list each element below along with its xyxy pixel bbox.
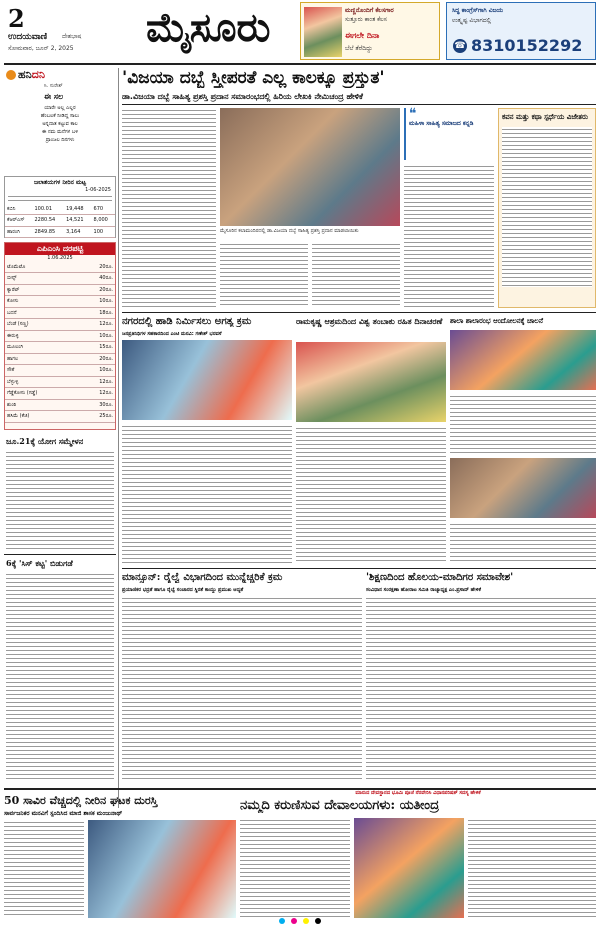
reservoir-box [4, 176, 116, 238]
story6-subhead: ಸಂವಿಧಾನ ಸಂರಕ್ಷಣಾ ಹೋರಾಟ ಸಮಿತಿ ರಾಜ್ಯಾಧ್ಯಕ್ಷ ಎಂ.ಪ್ರಸಾದ್ ಹೇಳಿಕೆ [366, 587, 481, 593]
market-row [5, 342, 115, 354]
story2-headline: ನಗರದಲ್ಲಿ ಹಾಡಿ ನಿರ್ಮಿಸಲು ಅಗತ್ಯ ಕ್ರಮ [122, 316, 252, 327]
table-row: ಕಬಿನಿ 100.01 19,448 670 [5, 203, 115, 215]
story4-body [450, 394, 596, 454]
market-price: 10ರೂ. [77, 365, 115, 377]
market-box [4, 242, 116, 430]
market-item: ಕ್ಯಾರೆಟ್ [5, 284, 77, 296]
market-price: 12ರೂ. [77, 319, 115, 331]
story3-body [296, 426, 446, 564]
market-item: ಬೆಂಡೆ (ಸಣ್ಣ) [5, 319, 77, 331]
market-item: ಹಾಗಲ [5, 353, 77, 365]
table-row: ಹಾರಂಗಿ 2849.85 3,164 100 [5, 226, 115, 238]
lead-body-col2 [220, 242, 308, 308]
ad-box-2 [446, 2, 596, 60]
market-row [5, 307, 115, 319]
lead-body-col1 [122, 108, 216, 308]
story4-photo1 [450, 330, 596, 390]
story3-photo [296, 342, 446, 422]
market-item: ಬೆಳ್ಳುಳ್ಳಿ [5, 376, 77, 388]
lead-body-col4 [404, 164, 494, 308]
market-item: ಕೋಸು [5, 296, 77, 308]
table-row: ಕೆಆರ್‌ಎಸ್ 2280.54 14,521 8,000 [5, 215, 115, 227]
market-price: 25ರೂ. [77, 411, 115, 423]
market-date: 1.06.2025 [47, 255, 73, 261]
lead-sidebar [498, 108, 596, 308]
poem-text: ಯಾರೇ ಅಲ್ಲ ಎಲ್ಲರ ಹೆಂಬಲಕೆ ನೀಡಿದ್ದ ಸಾಲು ಅನ್ನದಾತ ಕಟ್ಟುವ ಕಾಲ ಈ ನಮ ಮನೆಗಳ ಬಳಿ ಪ್ರಾಂಜಲ ದಿನಗಳು [40, 105, 80, 143]
logo-sub: ಸಿ. ಸುರೇಶ್ [44, 83, 63, 89]
ad-image [304, 7, 342, 57]
market-item: ಈರುಳ್ಳಿ [5, 330, 77, 342]
brief2-body [6, 572, 114, 782]
market-price: 10ರೂ. [77, 296, 115, 308]
story5-body [122, 596, 362, 782]
story2-photo [122, 340, 292, 420]
lead-photo-caption: ಮೈಸೂರಿನ ಕಲಾಮಂದಿರದಲ್ಲಿ ಡಾ.ವಿಜಯಾ ದಬ್ಬೆ ಸಾಹಿತ್ಯ ಪ್ರಶಸ್ತಿ ಪ್ರದಾನ ಮಾಡಲಾಯಿತು [220, 228, 359, 234]
lead-quote: ಮಹಿಳಾ ಸಾಹಿತ್ಯ ಸಮಾಜದ ಕನ್ನಡಿ [409, 120, 474, 127]
story8-photo [354, 818, 464, 918]
ad1-line1: ಮಣ್ಣಿನೊಂದಿಗೆ ಕೆಲಸಗಾರ [345, 7, 394, 14]
market-row [5, 284, 115, 296]
market-item: ಸೌತೆ [5, 365, 77, 377]
market-price: 12ರೂ. [77, 376, 115, 388]
masthead [0, 0, 600, 62]
story6-body [366, 596, 596, 782]
brief1-body [6, 450, 114, 550]
poem-title: ಈ ಸಲ [44, 92, 64, 101]
date-line: ಸೋಮವಾರ, ಜೂನ್ 2, 2025 [8, 45, 74, 52]
ad1-line4: ಬೆಲೆ ತೆರೆದಿದ್ದು [345, 45, 373, 52]
edition-tag: ದೇಶಭಾಷ [62, 33, 82, 40]
market-price: 12ರೂ. [77, 388, 115, 400]
market-table [5, 261, 115, 423]
quote-mark-icon: ❝ [409, 106, 417, 122]
story4-photo2 [450, 458, 596, 518]
market-item: ಟೊಮೆಟೊ [5, 261, 77, 273]
brief1-title: ಜೂ.21ಕ್ಕೆ ಯೋಗ ಸಮ್ಮೇಳನ [6, 436, 84, 446]
lead-body-col3 [312, 242, 400, 308]
honey-icon [6, 70, 16, 80]
market-item: ಶುಂಠಿ [5, 399, 77, 411]
story5-subhead: ಪ್ರಯಾಣಿಕರ ಭದ್ರತೆ ಹಾಗೂ ರೈಲ್ವೆ ಸಂಚಾರದ ಸ್ಥಿರತೆ ಕಾಯ್ದು ಪ್ರಮುಖ ಆದ್ಯತೆ [122, 587, 244, 593]
market-price: 10ರೂ. [77, 330, 115, 342]
market-price: 20ರೂ. [77, 284, 115, 296]
market-item: ಹಸಿಮೆ (ಕೆಜಿ) [5, 411, 77, 423]
sidebar-title: ಕವನ ಮತ್ತು ಕಥಾ ಸ್ಪರ್ಧೆಯ ವಿಜೇತರು [502, 112, 588, 121]
market-item: ಬೀನ್ಸ್ [5, 273, 77, 285]
paper-name: ಉದಯವಾಣಿ [8, 32, 48, 42]
story4-body2 [450, 522, 596, 564]
market-price: 30ರೂ. [77, 399, 115, 411]
market-price: 20ರೂ. [77, 261, 115, 273]
column-logo: ಹನಿದನಿ [18, 68, 45, 81]
print-registration-marks [100, 918, 500, 926]
market-item: ಮೂಲಂಗಿ [5, 342, 77, 354]
story8-body [240, 818, 350, 918]
ad2-line1: ಸಿದ್ಧ ಕಾಂಗ್ರೆಸ್‌ಗಾಗಿ ವಿಜಯ [452, 7, 504, 14]
phone-icon: ☎ [454, 41, 466, 51]
ad1-line2: ಸುತ್ತೂರು ಕಾಂತ ಕೆಲಸ [345, 16, 387, 23]
story7-headline: 50 ಸಾವಿರ ವೆಚ್ಚದಲ್ಲಿ ನೀರಿನ ಘಟಕ ದುರಸ್ತಿ [4, 794, 158, 807]
lead-photo [220, 108, 400, 226]
market-row [5, 376, 115, 388]
story3-headline: ರಾಮಕೃಷ್ಣ ಆಶ್ರಮದಿಂದ ವಿಶ್ವ ತಂಬಾಕು ರಹಿತ ದಿನಾಚರಣೆ [296, 316, 443, 326]
ad2-phone: 8310152292 [471, 36, 583, 55]
market-row [5, 330, 115, 342]
section-title: ಮೈಸೂರು [146, 4, 271, 51]
story5-headline: ಮಾನ್ಸೂನ್: ರೈಲ್ವೆ ವಿಭಾಗದಿಂದ ಮುನ್ನೆಚ್ಚರಿಕೆ ಕ್ರಮ [122, 572, 283, 583]
reservoir-date: 1-06-2025 [85, 187, 111, 193]
story6-headline: 'ಶಿಕ್ಷಣದಿಂದ ಹೊಲಯ-ಮಾದಿಗರ ಸಮಾವೇಶ' [366, 572, 514, 583]
market-item: ಬದನೆ [5, 307, 77, 319]
lead-subhead: ಡಾ.ವಿಜಯಾ ದಬ್ಬೆ ಸಾಹಿತ್ಯ ಪ್ರಶಸ್ತಿ ಪ್ರದಾನ ಸಮಾರಂಭದಲ್ಲಿ ಹಿರಿಯ ಲೇಖಕಿ ನೇಮಿಚಂದ್ರ ಹೇಳಿಕೆ [122, 92, 363, 101]
lead-quote-box [404, 108, 494, 160]
ad1-line3: ಈಗಲೇ ದಿನಾ [345, 31, 380, 40]
market-item: ಗೆಡ್ಡೆಕೋಸು (ಗಡ್ಡೆ) [5, 388, 77, 400]
story2-body [122, 424, 292, 564]
story8-headline: ನಮ್ಮದಿ ಕರುಣಿಸುವ ದೇವಾಲಯಗಳು: ಯತೀಂದ್ರ [240, 798, 440, 813]
ad-box-1 [300, 2, 440, 60]
story7-photo [88, 820, 236, 918]
market-price: 18ರೂ. [77, 307, 115, 319]
market-row [5, 353, 115, 365]
story8-kicker: ಮಾರುದ ದೇವಸ್ಥಾನದ ಭೂಮಿ ಪೂಜೆ ನೆರವೇರಿಸಿ ವಿಧಾನಪರಿಷತ್ ಸದಸ್ಯ ಹೇಳಿಕೆ [355, 790, 481, 796]
story7-body [4, 820, 84, 918]
market-price: 20ರೂ. [77, 353, 115, 365]
market-row [5, 261, 115, 273]
reservoir-table [5, 203, 115, 238]
page-number: 2 [8, 4, 25, 33]
market-row [5, 296, 115, 308]
story2-subhead: ಜನಪ್ರತಿನಿಧಿಗಳ ಸಹಕಾರದಿಂದ ಎಂಟಿ ಮನವಿ: ಗಣೇಶ್ ಭರವಸೆ [122, 331, 222, 337]
story8-body2 [468, 818, 596, 918]
market-row [5, 365, 115, 377]
lead-headline: 'ವಿಜಯಾ ದಬ್ಬೆ ಸ್ತ್ರೀಪರತೆ ಎಲ್ಲ ಕಾಲಕ್ಕೂ ಪ್ರಸ್ತುತ' [122, 68, 385, 88]
market-row [5, 411, 115, 423]
story4-headline: ಶಾಲಾ ಶಾಲಾರಂಭ ಆಂದೋಲನಕ್ಕೆ ಚಾಲನೆ [450, 316, 544, 325]
left-column [4, 68, 116, 868]
market-title: ಎಪಿಎಂಸಿ ದರಪಟ್ಟಿ [5, 243, 115, 255]
brief2-title: 6ಕ್ಕೆ 'ಸಿಸ್ ಕಟ್ಟ' ಬಿಡುಗಡೆ [6, 558, 73, 568]
market-price: 15ರೂ. [77, 342, 115, 354]
story7-subhead: ಸಾರ್ವಜನಿಕರ ಮನವಿಗೆ ಸ್ಪಂದಿಸಿದ ಮಾಜಿ ಶಾಸಕ ಮಂಜುನಾಥ್ [4, 810, 123, 817]
market-row [5, 273, 115, 285]
reservoir-title: ಜಲಾಶಯಗಳ ನೀರಿನ ಮಟ್ಟ [33, 179, 87, 186]
market-row [5, 399, 115, 411]
market-price: 40ರೂ. [77, 273, 115, 285]
market-row [5, 319, 115, 331]
reservoir-header [8, 194, 112, 202]
sidebar-body [502, 127, 592, 287]
ad2-line2: ಉತ್ಕೃಷ್ಟ ವಿಭಾಗದಲ್ಲಿ [452, 17, 492, 24]
market-row [5, 388, 115, 400]
